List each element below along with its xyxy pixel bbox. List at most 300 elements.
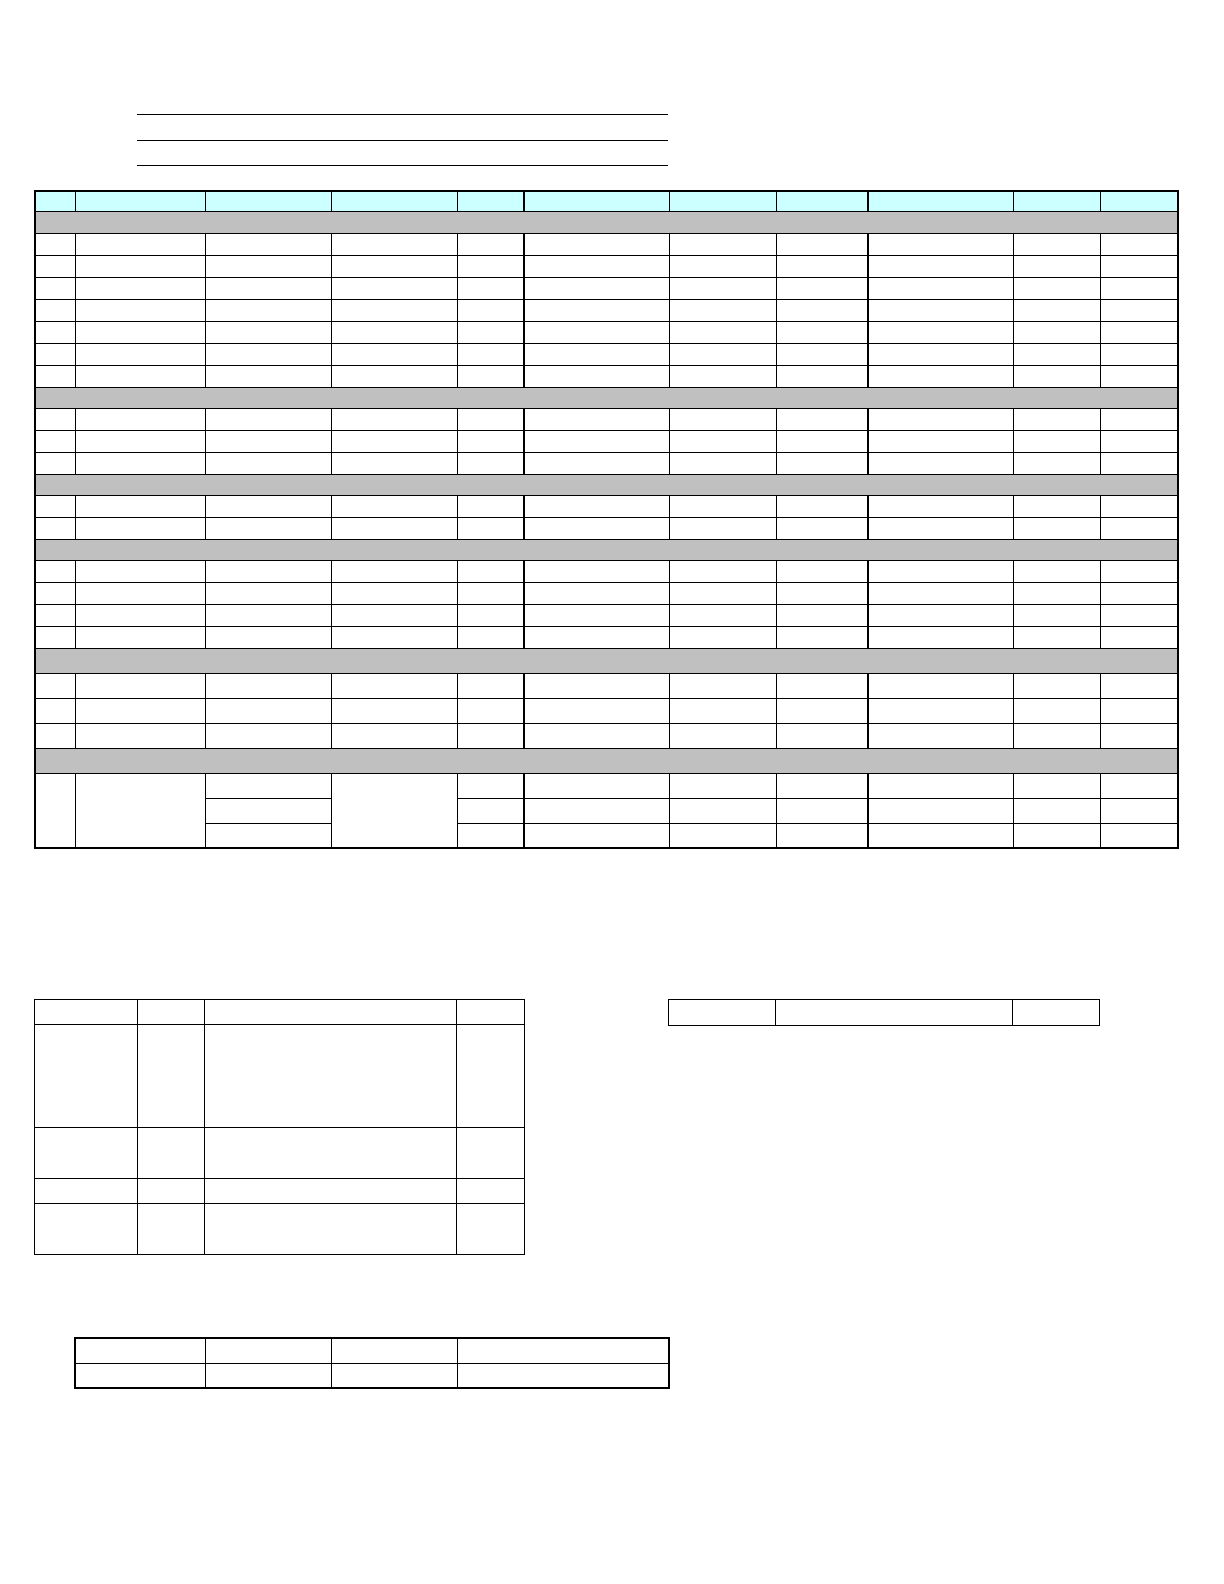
table-cell[interactable]	[669, 517, 776, 539]
table-cell[interactable]	[776, 823, 868, 848]
table-cell[interactable]	[331, 1338, 457, 1363]
table-cell[interactable]	[205, 1338, 331, 1363]
header-cell	[35, 191, 75, 211]
table-cell[interactable]	[457, 452, 524, 474]
table-cell[interactable]	[1100, 798, 1178, 823]
table-cell[interactable]	[1100, 299, 1178, 321]
header-field-line-3[interactable]	[137, 165, 668, 166]
main-grid-table	[34, 190, 1179, 849]
table-cell[interactable]	[457, 255, 524, 277]
table-cell[interactable]	[524, 277, 669, 299]
table-cell[interactable]	[776, 255, 868, 277]
table-cell[interactable]	[457, 723, 524, 748]
table-cell[interactable]	[35, 673, 75, 698]
table-cell[interactable]	[35, 255, 75, 277]
table-cell[interactable]	[35, 517, 75, 539]
table-cell[interactable]	[1013, 698, 1100, 723]
table-cell[interactable]	[868, 560, 1013, 582]
table-cell[interactable]	[35, 1025, 138, 1128]
table-cell[interactable]	[524, 495, 669, 517]
table-cell[interactable]	[1013, 408, 1100, 430]
table-cell[interactable]	[669, 823, 776, 848]
table-cell[interactable]	[75, 299, 205, 321]
table-cell[interactable]	[1013, 365, 1100, 387]
table-cell[interactable]	[35, 1000, 138, 1025]
table-cell[interactable]	[1100, 698, 1178, 723]
table-cell[interactable]	[205, 1179, 457, 1204]
table-cell[interactable]	[457, 517, 524, 539]
table-cell[interactable]	[205, 582, 331, 604]
table-cell[interactable]	[1013, 560, 1100, 582]
table-cell[interactable]	[205, 452, 331, 474]
table-row	[35, 277, 1178, 299]
table-cell[interactable]	[524, 582, 669, 604]
table-cell[interactable]	[457, 1025, 525, 1128]
table-cell[interactable]	[75, 604, 205, 626]
table-cell[interactable]	[205, 365, 331, 387]
table-row	[35, 1179, 525, 1204]
table-cell[interactable]	[669, 343, 776, 365]
table-cell[interactable]	[776, 604, 868, 626]
table-cell[interactable]	[138, 1179, 205, 1204]
table-cell[interactable]	[1013, 582, 1100, 604]
table-cell[interactable]	[776, 495, 868, 517]
table-cell[interactable]	[138, 1204, 205, 1255]
table-row	[669, 1000, 1100, 1026]
table-cell[interactable]	[776, 560, 868, 582]
table-row	[35, 604, 1178, 626]
table-cell[interactable]	[35, 773, 75, 848]
table-cell[interactable]	[669, 365, 776, 387]
table-cell[interactable]	[1100, 495, 1178, 517]
table-cell[interactable]	[524, 233, 669, 255]
table-cell[interactable]	[75, 408, 205, 430]
table-cell[interactable]	[868, 495, 1013, 517]
table-cell[interactable]	[331, 604, 457, 626]
table-cell[interactable]	[457, 343, 524, 365]
table-cell[interactable]	[457, 1363, 669, 1388]
table-cell[interactable]	[868, 408, 1013, 430]
table-cell[interactable]	[75, 723, 205, 748]
table-cell[interactable]	[868, 277, 1013, 299]
table-row	[35, 452, 1178, 474]
table-cell[interactable]	[331, 698, 457, 723]
table-cell[interactable]	[1100, 582, 1178, 604]
section-label	[35, 211, 1178, 233]
table-cell[interactable]	[35, 1128, 138, 1179]
table-cell[interactable]	[75, 626, 205, 648]
table-cell[interactable]	[1100, 773, 1178, 798]
table-cell[interactable]	[205, 698, 331, 723]
table-cell[interactable]	[524, 343, 669, 365]
table-cell[interactable]	[331, 408, 457, 430]
table-cell[interactable]	[35, 582, 75, 604]
table-cell[interactable]	[776, 277, 868, 299]
table-cell[interactable]	[1100, 452, 1178, 474]
table-cell[interactable]	[669, 698, 776, 723]
table-cell[interactable]	[75, 773, 205, 848]
table-cell[interactable]	[524, 604, 669, 626]
table-cell[interactable]	[457, 698, 524, 723]
table-cell[interactable]	[669, 233, 776, 255]
table-cell[interactable]	[35, 233, 75, 255]
table-cell[interactable]	[868, 343, 1013, 365]
table-cell[interactable]	[35, 321, 75, 343]
header-cell	[776, 191, 868, 211]
table-cell[interactable]	[524, 773, 669, 798]
table-cell[interactable]	[868, 823, 1013, 848]
table-cell[interactable]	[457, 1128, 525, 1179]
table-cell[interactable]	[75, 255, 205, 277]
table-cell[interactable]	[205, 773, 331, 798]
table-cell[interactable]	[669, 430, 776, 452]
table-row	[35, 823, 1178, 848]
table-cell[interactable]	[524, 299, 669, 321]
table-cell[interactable]	[205, 673, 331, 698]
table-cell[interactable]	[524, 698, 669, 723]
section-header-row	[35, 387, 1178, 408]
table-cell[interactable]	[1100, 604, 1178, 626]
table-cell[interactable]	[457, 1338, 669, 1363]
table-cell[interactable]	[776, 673, 868, 698]
table-cell[interactable]	[457, 773, 524, 798]
table-cell[interactable]	[524, 560, 669, 582]
table-cell[interactable]	[776, 582, 868, 604]
table-cell[interactable]	[457, 673, 524, 698]
table-cell[interactable]	[457, 1179, 525, 1204]
table-row	[35, 255, 1178, 277]
table-cell[interactable]	[776, 773, 868, 798]
table-cell[interactable]	[669, 321, 776, 343]
table-cell[interactable]	[75, 495, 205, 517]
table-cell[interactable]	[331, 321, 457, 343]
table-cell[interactable]	[669, 408, 776, 430]
table-cell[interactable]	[457, 560, 524, 582]
table-cell[interactable]	[205, 517, 331, 539]
header-cell	[205, 191, 331, 211]
header-field-line-1[interactable]	[137, 114, 668, 115]
table-cell[interactable]	[35, 626, 75, 648]
table-cell[interactable]	[669, 452, 776, 474]
table-cell[interactable]	[524, 365, 669, 387]
table-cell[interactable]	[776, 430, 868, 452]
section-label	[35, 387, 1178, 408]
table-cell[interactable]	[457, 408, 524, 430]
table-cell[interactable]	[35, 723, 75, 748]
table-cell[interactable]	[205, 277, 331, 299]
table-row	[75, 1338, 669, 1363]
table-cell[interactable]	[331, 560, 457, 582]
table-cell[interactable]	[138, 1128, 205, 1179]
table-cell[interactable]	[776, 365, 868, 387]
table-cell[interactable]	[138, 1000, 205, 1025]
table-cell[interactable]	[205, 408, 331, 430]
table-cell[interactable]	[331, 365, 457, 387]
table-cell[interactable]	[524, 723, 669, 748]
table-cell[interactable]	[75, 277, 205, 299]
table-cell[interactable]	[868, 365, 1013, 387]
table-cell[interactable]	[205, 626, 331, 648]
table-cell[interactable]	[457, 299, 524, 321]
table-cell[interactable]	[457, 1204, 525, 1255]
table-cell[interactable]	[524, 517, 669, 539]
table-cell[interactable]	[331, 233, 457, 255]
table-cell[interactable]	[776, 1000, 1013, 1026]
table-cell[interactable]	[35, 560, 75, 582]
table-cell[interactable]	[868, 604, 1013, 626]
table-cell[interactable]	[457, 277, 524, 299]
table-cell[interactable]	[457, 321, 524, 343]
table-cell[interactable]	[1013, 233, 1100, 255]
table-cell[interactable]	[35, 698, 75, 723]
table-cell[interactable]	[1100, 365, 1178, 387]
table-cell[interactable]	[205, 560, 331, 582]
table-cell[interactable]	[457, 365, 524, 387]
table-cell[interactable]	[776, 299, 868, 321]
table-cell[interactable]	[669, 582, 776, 604]
table-cell[interactable]	[205, 343, 331, 365]
header-field-line-2[interactable]	[137, 140, 668, 141]
table-cell[interactable]	[669, 299, 776, 321]
table-cell[interactable]	[1100, 517, 1178, 539]
table-cell[interactable]	[331, 299, 457, 321]
table-cell[interactable]	[1013, 452, 1100, 474]
table-cell[interactable]	[205, 604, 331, 626]
table-cell[interactable]	[205, 1000, 457, 1025]
table-cell[interactable]	[524, 255, 669, 277]
table-cell[interactable]	[331, 582, 457, 604]
table-cell[interactable]	[75, 321, 205, 343]
table-cell[interactable]	[457, 823, 524, 848]
table-cell[interactable]	[524, 823, 669, 848]
table-cell[interactable]	[524, 626, 669, 648]
table-cell[interactable]	[75, 1338, 205, 1363]
table-cell[interactable]	[868, 673, 1013, 698]
table-cell[interactable]	[205, 1204, 457, 1255]
table-cell[interactable]	[35, 277, 75, 299]
table-row	[35, 365, 1178, 387]
header-cell	[457, 191, 524, 211]
table-row	[35, 798, 1178, 823]
table-cell[interactable]	[205, 233, 331, 255]
table-row	[35, 673, 1178, 698]
table-cell[interactable]	[868, 255, 1013, 277]
table-cell[interactable]	[331, 255, 457, 277]
table-cell[interactable]	[75, 343, 205, 365]
table-cell[interactable]	[457, 1000, 525, 1025]
table-cell[interactable]	[868, 233, 1013, 255]
table-cell[interactable]	[35, 408, 75, 430]
table-cell[interactable]	[524, 452, 669, 474]
table-cell[interactable]	[331, 452, 457, 474]
table-cell[interactable]	[1013, 673, 1100, 698]
table-cell[interactable]	[669, 560, 776, 582]
table-cell[interactable]	[331, 495, 457, 517]
table-cell[interactable]	[205, 299, 331, 321]
table-row	[35, 773, 1178, 798]
table-cell[interactable]	[1013, 723, 1100, 748]
table-cell[interactable]	[776, 321, 868, 343]
table-cell[interactable]	[138, 1025, 205, 1128]
table-cell[interactable]	[868, 430, 1013, 452]
table-cell[interactable]	[524, 430, 669, 452]
table-cell[interactable]	[205, 321, 331, 343]
table-cell[interactable]	[1013, 798, 1100, 823]
table-cell[interactable]	[1013, 517, 1100, 539]
table-cell[interactable]	[205, 430, 331, 452]
table-cell[interactable]	[457, 604, 524, 626]
table-cell[interactable]	[331, 773, 457, 848]
table-cell[interactable]	[1013, 277, 1100, 299]
table-cell[interactable]	[1013, 604, 1100, 626]
table-row	[35, 582, 1178, 604]
table-cell[interactable]	[457, 582, 524, 604]
table-cell[interactable]	[776, 517, 868, 539]
table-cell[interactable]	[331, 723, 457, 748]
table-cell[interactable]	[1100, 408, 1178, 430]
lower-right-table	[668, 999, 1100, 1026]
table-cell[interactable]	[1100, 626, 1178, 648]
table-cell[interactable]	[868, 698, 1013, 723]
table-cell[interactable]	[331, 343, 457, 365]
table-cell[interactable]	[1100, 430, 1178, 452]
table-cell[interactable]	[35, 495, 75, 517]
table-cell[interactable]	[1100, 277, 1178, 299]
table-cell[interactable]	[35, 452, 75, 474]
table-cell[interactable]	[75, 582, 205, 604]
table-cell[interactable]	[75, 698, 205, 723]
table-cell[interactable]	[776, 233, 868, 255]
table-cell[interactable]	[457, 430, 524, 452]
table-cell[interactable]	[205, 495, 331, 517]
table-cell[interactable]	[35, 299, 75, 321]
table-cell[interactable]	[331, 517, 457, 539]
table-cell[interactable]	[669, 626, 776, 648]
table-cell[interactable]	[524, 798, 669, 823]
table-cell[interactable]	[1100, 823, 1178, 848]
table-cell[interactable]	[75, 673, 205, 698]
table-row	[35, 1128, 525, 1179]
table-cell[interactable]	[1100, 255, 1178, 277]
table-cell[interactable]	[205, 1363, 331, 1388]
table-cell[interactable]	[868, 299, 1013, 321]
table-cell[interactable]	[1100, 343, 1178, 365]
table-cell[interactable]	[205, 255, 331, 277]
table-cell[interactable]	[331, 430, 457, 452]
table-cell[interactable]	[868, 723, 1013, 748]
table-row	[35, 1000, 525, 1025]
table-cell[interactable]	[1100, 560, 1178, 582]
section-header-row	[35, 648, 1178, 673]
table-cell[interactable]	[669, 495, 776, 517]
table-cell[interactable]	[669, 723, 776, 748]
table-cell[interactable]	[524, 673, 669, 698]
table-cell[interactable]	[205, 823, 331, 848]
table-cell[interactable]	[669, 277, 776, 299]
table-cell[interactable]	[75, 233, 205, 255]
table-row	[35, 517, 1178, 539]
table-cell[interactable]	[75, 365, 205, 387]
table-cell[interactable]	[331, 626, 457, 648]
table-cell[interactable]	[776, 626, 868, 648]
table-cell[interactable]	[35, 1179, 138, 1204]
table-cell[interactable]	[75, 1363, 205, 1388]
table-cell[interactable]	[75, 560, 205, 582]
table-cell[interactable]	[524, 408, 669, 430]
table-cell[interactable]	[205, 1025, 457, 1128]
table-cell[interactable]	[868, 452, 1013, 474]
table-cell[interactable]	[669, 798, 776, 823]
table-cell[interactable]	[35, 1204, 138, 1255]
table-cell[interactable]	[669, 673, 776, 698]
table-cell[interactable]	[205, 1128, 457, 1179]
table-cell[interactable]	[776, 723, 868, 748]
section-label	[35, 539, 1178, 560]
table-cell[interactable]	[1013, 343, 1100, 365]
table-cell[interactable]	[669, 604, 776, 626]
table-cell[interactable]	[776, 452, 868, 474]
table-cell[interactable]	[524, 321, 669, 343]
table-cell[interactable]	[1013, 823, 1100, 848]
table-cell[interactable]	[331, 673, 457, 698]
table-cell[interactable]	[1013, 430, 1100, 452]
table-cell[interactable]	[75, 517, 205, 539]
table-cell[interactable]	[1013, 626, 1100, 648]
table-cell[interactable]	[205, 723, 331, 748]
table-cell[interactable]	[457, 798, 524, 823]
table-cell[interactable]	[205, 798, 331, 823]
table-cell[interactable]	[868, 321, 1013, 343]
table-cell[interactable]	[776, 343, 868, 365]
table-cell[interactable]	[1013, 773, 1100, 798]
table-cell[interactable]	[457, 626, 524, 648]
table-cell[interactable]	[776, 798, 868, 823]
table-row	[35, 1025, 525, 1128]
table-cell[interactable]	[457, 495, 524, 517]
table-cell[interactable]	[868, 626, 1013, 648]
table-cell[interactable]	[776, 698, 868, 723]
table-cell[interactable]	[457, 233, 524, 255]
table-cell[interactable]	[868, 773, 1013, 798]
header-cell	[868, 191, 1013, 211]
table-cell[interactable]	[35, 604, 75, 626]
table-cell[interactable]	[868, 582, 1013, 604]
table-cell[interactable]	[1100, 233, 1178, 255]
table-cell[interactable]	[35, 430, 75, 452]
table-cell[interactable]	[669, 773, 776, 798]
table-cell[interactable]	[868, 798, 1013, 823]
table-cell[interactable]	[75, 430, 205, 452]
table-cell[interactable]	[669, 1000, 776, 1026]
table-cell[interactable]	[868, 517, 1013, 539]
table-cell[interactable]	[776, 408, 868, 430]
table-cell[interactable]	[1100, 321, 1178, 343]
table-cell[interactable]	[75, 452, 205, 474]
table-cell[interactable]	[35, 343, 75, 365]
table-cell[interactable]	[1013, 1000, 1100, 1026]
table-cell[interactable]	[331, 1363, 457, 1388]
table-cell[interactable]	[669, 255, 776, 277]
table-cell[interactable]	[331, 277, 457, 299]
table-cell[interactable]	[1013, 321, 1100, 343]
table-cell[interactable]	[1100, 673, 1178, 698]
table-row	[35, 321, 1178, 343]
table-cell[interactable]	[1013, 495, 1100, 517]
table-cell[interactable]	[1013, 255, 1100, 277]
table-cell[interactable]	[1013, 299, 1100, 321]
table-cell[interactable]	[1100, 723, 1178, 748]
table-cell[interactable]	[35, 365, 75, 387]
